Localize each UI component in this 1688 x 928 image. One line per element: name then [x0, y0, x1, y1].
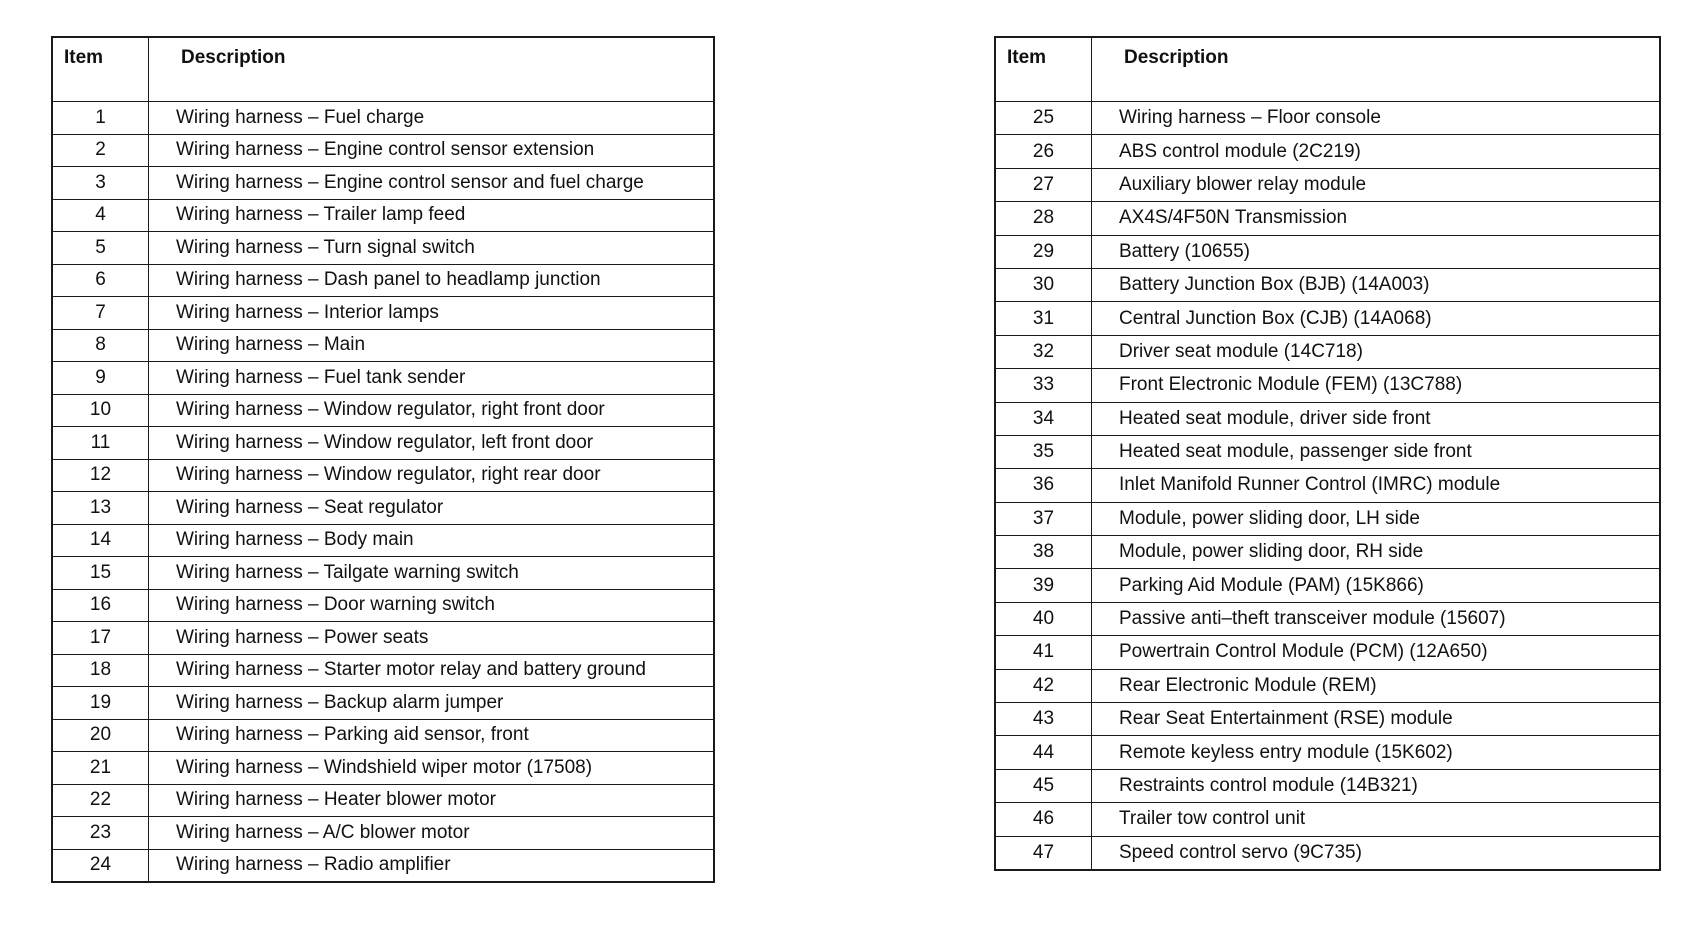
table-row: [52, 687, 714, 720]
table-row: [995, 536, 1660, 569]
table-row: [995, 803, 1660, 836]
item-description: AX4S/4F50N Transmission: [1092, 202, 1661, 235]
item-description: Wiring harness – Power seats: [149, 622, 715, 655]
table-row: [52, 589, 714, 622]
item-description: Wiring harness – Dash panel to headlamp junction: [149, 264, 715, 297]
item-description: Wiring harness – Engine control sensor and fuel charge: [149, 167, 715, 200]
item-number: 2: [52, 134, 149, 167]
item-description: Wiring harness – Window regulator, left front door: [149, 427, 715, 460]
table-row: [995, 703, 1660, 736]
item-description: Wiring harness – Interior lamps: [149, 297, 715, 330]
item-number: 14: [52, 524, 149, 557]
table-row: [52, 817, 714, 850]
table-row: [52, 134, 714, 167]
item-description: Wiring harness – Backup alarm jumper: [149, 687, 715, 720]
item-number: 19: [52, 687, 149, 720]
item-description: Wiring harness – Radio amplifier: [149, 849, 715, 882]
table-row: [995, 168, 1660, 201]
item-description: Wiring harness – Windshield wiper motor (17508): [149, 752, 715, 785]
item-description: Auxiliary blower relay module: [1092, 168, 1661, 201]
item-description: Passive anti–theft transceiver module (15607): [1092, 602, 1661, 635]
table-row: [995, 636, 1660, 669]
item-description: Wiring harness – Fuel tank sender: [149, 362, 715, 395]
table-row: [52, 102, 714, 135]
item-number: 15: [52, 557, 149, 590]
item-description: Driver seat module (14C718): [1092, 335, 1661, 368]
item-description: Wiring harness – Engine control sensor extension: [149, 134, 715, 167]
item-number: 9: [52, 362, 149, 395]
item-description: Wiring harness – Parking aid sensor, front: [149, 719, 715, 752]
item-number: 22: [52, 784, 149, 817]
table-row: [995, 268, 1660, 301]
item-number: 10: [52, 394, 149, 427]
item-number: 20: [52, 719, 149, 752]
table-row: [52, 329, 714, 362]
item-description: Trailer tow control unit: [1092, 803, 1661, 836]
column-header-description: Description: [1092, 37, 1661, 102]
legend-table-right-body: [995, 102, 1660, 870]
item-number: 32: [995, 335, 1092, 368]
item-number: 40: [995, 602, 1092, 635]
item-number: 44: [995, 736, 1092, 769]
item-number: 38: [995, 536, 1092, 569]
table-row: [995, 502, 1660, 535]
item-number: 1: [52, 102, 149, 135]
table-row: [995, 769, 1660, 802]
item-description: Powertrain Control Module (PCM) (12A650): [1092, 636, 1661, 669]
item-description: Heated seat module, passenger side front: [1092, 435, 1661, 468]
table-row: [995, 102, 1660, 135]
table-header-row: [995, 37, 1660, 102]
item-number: 7: [52, 297, 149, 330]
item-description: Parking Aid Module (PAM) (15K866): [1092, 569, 1661, 602]
column-header-item: Item: [995, 37, 1092, 102]
table-row: [995, 435, 1660, 468]
item-description: Wiring harness – Heater blower motor: [149, 784, 715, 817]
table-row: [995, 569, 1660, 602]
legend-table-left-body: [52, 102, 714, 883]
table-row: [995, 469, 1660, 502]
item-description: Rear Electronic Module (REM): [1092, 669, 1661, 702]
table-row: [995, 402, 1660, 435]
legend-table-right: [994, 36, 1661, 871]
item-description: Wiring harness – Window regulator, right rear door: [149, 459, 715, 492]
table-row: [52, 784, 714, 817]
item-number: 43: [995, 703, 1092, 736]
item-description: Module, power sliding door, LH side: [1092, 502, 1661, 535]
table-row: [995, 135, 1660, 168]
item-description: Wiring harness – Floor console: [1092, 102, 1661, 135]
table-row: [995, 602, 1660, 635]
item-number: 24: [52, 849, 149, 882]
item-description: Wiring harness – A/C blower motor: [149, 817, 715, 850]
table-row: [995, 302, 1660, 335]
legend-table-left: [51, 36, 715, 883]
item-number: 30: [995, 268, 1092, 301]
table-row: [52, 622, 714, 655]
item-number: 13: [52, 492, 149, 525]
item-number: 23: [52, 817, 149, 850]
item-number: 39: [995, 569, 1092, 602]
item-number: 28: [995, 202, 1092, 235]
item-number: 41: [995, 636, 1092, 669]
table-row: [52, 557, 714, 590]
column-header-description: Description: [149, 37, 715, 102]
table-row: [52, 167, 714, 200]
item-number: 17: [52, 622, 149, 655]
table-row: [995, 202, 1660, 235]
item-number: 4: [52, 199, 149, 232]
item-number: 45: [995, 769, 1092, 802]
item-description: Central Junction Box (CJB) (14A068): [1092, 302, 1661, 335]
item-description: Wiring harness – Turn signal switch: [149, 232, 715, 265]
table-row: [52, 394, 714, 427]
table-row: [52, 459, 714, 492]
item-description: Wiring harness – Window regulator, right front door: [149, 394, 715, 427]
item-number: 33: [995, 369, 1092, 402]
table-header-row: [52, 37, 714, 102]
item-description: Remote keyless entry module (15K602): [1092, 736, 1661, 769]
item-description: Restraints control module (14B321): [1092, 769, 1661, 802]
item-description: Battery Junction Box (BJB) (14A003): [1092, 268, 1661, 301]
item-description: Inlet Manifold Runner Control (IMRC) module: [1092, 469, 1661, 502]
item-number: 26: [995, 135, 1092, 168]
item-number: 31: [995, 302, 1092, 335]
item-number: 8: [52, 329, 149, 362]
item-number: 6: [52, 264, 149, 297]
table-row: [52, 264, 714, 297]
item-number: 29: [995, 235, 1092, 268]
table-row: [52, 849, 714, 882]
item-number: 37: [995, 502, 1092, 535]
table-row: [995, 235, 1660, 268]
table-row: [52, 752, 714, 785]
table-row: [995, 836, 1660, 870]
item-number: 27: [995, 168, 1092, 201]
table-row: [52, 427, 714, 460]
column-header-item: Item: [52, 37, 149, 102]
item-number: 46: [995, 803, 1092, 836]
item-number: 36: [995, 469, 1092, 502]
table-row: [995, 669, 1660, 702]
item-description: Wiring harness – Trailer lamp feed: [149, 199, 715, 232]
item-description: Wiring harness – Main: [149, 329, 715, 362]
table-row: [52, 232, 714, 265]
item-description: Wiring harness – Body main: [149, 524, 715, 557]
table-row: [52, 524, 714, 557]
table-row: [52, 362, 714, 395]
table-row: [52, 297, 714, 330]
item-number: 3: [52, 167, 149, 200]
item-description: Wiring harness – Seat regulator: [149, 492, 715, 525]
table-row: [52, 654, 714, 687]
table-row: [995, 335, 1660, 368]
item-number: 11: [52, 427, 149, 460]
item-description: Wiring harness – Tailgate warning switch: [149, 557, 715, 590]
table-row: [52, 492, 714, 525]
item-number: 12: [52, 459, 149, 492]
item-description: Speed control servo (9C735): [1092, 836, 1661, 870]
table-row: [52, 199, 714, 232]
item-description: ABS control module (2C219): [1092, 135, 1661, 168]
item-description: Rear Seat Entertainment (RSE) module: [1092, 703, 1661, 736]
item-number: 42: [995, 669, 1092, 702]
item-description: Wiring harness – Door warning switch: [149, 589, 715, 622]
table-row: [995, 369, 1660, 402]
item-description: Module, power sliding door, RH side: [1092, 536, 1661, 569]
item-number: 25: [995, 102, 1092, 135]
table-row: [52, 719, 714, 752]
item-description: Battery (10655): [1092, 235, 1661, 268]
item-description: Front Electronic Module (FEM) (13C788): [1092, 369, 1661, 402]
item-description: Heated seat module, driver side front: [1092, 402, 1661, 435]
item-number: 34: [995, 402, 1092, 435]
item-description: Wiring harness – Starter motor relay and battery ground: [149, 654, 715, 687]
item-number: 18: [52, 654, 149, 687]
item-number: 16: [52, 589, 149, 622]
table-row: [995, 736, 1660, 769]
item-description: Wiring harness – Fuel charge: [149, 102, 715, 135]
item-number: 35: [995, 435, 1092, 468]
item-number: 47: [995, 836, 1092, 870]
item-number: 21: [52, 752, 149, 785]
item-number: 5: [52, 232, 149, 265]
